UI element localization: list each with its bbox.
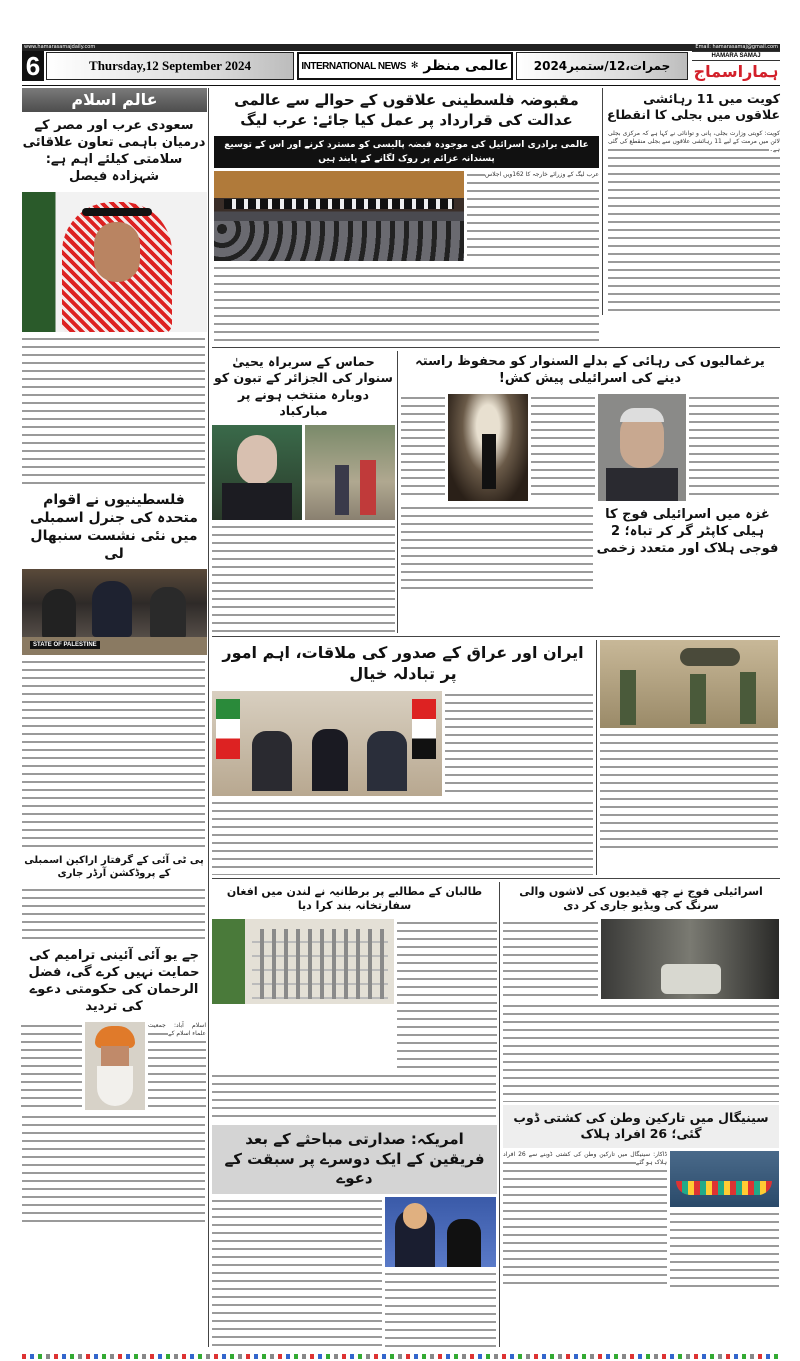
person [150,587,186,639]
english-date: Thursday,12 September 2024 [89,58,251,73]
masthead [692,51,780,83]
video-photo-row [503,919,779,999]
english-date-box [46,52,294,80]
lead-photo-row [214,171,599,261]
row-hamas [212,351,780,633]
person [335,465,349,515]
audience [214,221,464,261]
nameplate: STATE OF PALESTINE [30,641,100,649]
headline-arab-league[interactable]: مقبوضہ فلسطینی علاقوں کے حوالے سے عالمی عدالت کی قرارداد پر عمل کیا جائے: عرب لیگ [234,91,579,129]
senegal-row [503,1151,779,1289]
banner-title: عالم اسلام [71,90,158,109]
senegal-headline-box [503,1105,779,1148]
article-body [212,1072,496,1122]
soldiers-story [600,640,778,851]
person [252,731,292,791]
photo-prince-faisal [22,192,207,332]
hair [620,408,664,422]
kuwait-body [608,130,780,315]
article-body [503,919,598,999]
article-body [531,394,595,501]
photo-sinwar [598,394,686,501]
headline-kuwait[interactable]: کویت میں 11 رہائشی علاقوں میں بجلی کا انقطاع [606,91,780,123]
page-number-text: 6 [25,50,41,81]
senegal-body [503,1151,667,1289]
headline-saudi-egypt[interactable]: سعودی عرب اور مصر کے درمیان باہمی تعاون علاقائی سلامتی کیلئے اہم ہے: شہزادہ فیصل [22,118,206,184]
soldier [690,674,706,724]
section-title-box [297,52,513,80]
agal [82,208,152,216]
senegal-photo-col [670,1151,779,1288]
article-body [22,658,205,848]
masthead-logo: ہماراسماج [693,62,779,81]
face [237,435,277,485]
subheadline-bar [214,136,599,168]
iran-iraq-story [212,640,597,875]
website-url[interactable]: www.hamarasamajdaily.com [24,44,96,50]
person [42,589,76,639]
headline-algeria[interactable] [212,354,395,419]
iran-iraq-photo-row [212,691,594,796]
urdu-date-box [516,52,688,80]
section-rule [212,878,780,879]
headline-palestinians-un[interactable]: فلسطینیوں نے اقوام متحدہ کی جنرل اسمبلی میں نئی نشست سنبھال لی [30,491,198,563]
photo-icj [214,171,464,261]
taliban-debate-column [212,882,500,1347]
photo-tunnel [448,394,528,501]
beard [97,1066,133,1106]
iraq-flag [412,699,436,759]
headline-tunnel-video[interactable]: اسرائیلی فوج نے چھ قیدیوں کی لاشوں والی سرنگ کی ویڈیو جاری کر دی [519,884,763,912]
article-body [401,504,593,594]
article-body [214,264,599,344]
headline-iran-iraq[interactable]: ایران اور عراق کے صدور کی ملاقات، اہم امور پر تبادلہ خیال [222,643,584,683]
header-top-strip [22,44,780,51]
article-body [22,335,205,485]
row-bottom [212,882,780,1347]
sinwar-photo-row [401,394,779,501]
windows [252,929,388,999]
page-number [22,51,44,81]
article-body [212,523,395,633]
person [92,581,132,637]
soldier [740,672,756,724]
photo-afghan-embassy [212,919,394,1004]
headline-gaza-helicopter[interactable]: غزہ میں اسرائیلی فوج کا ہیلی کاپٹر گر کر تباہ؛ 2 فوجی ہلاک اور متعدد زخمی [596,506,779,556]
suit [222,483,292,520]
article-body [22,886,205,942]
headline-us-debate[interactable]: امریکہ: صدارتی مباحثے کے بعد فریقین کے ایک دوسرے پر سبقت کے دعوے [224,1130,485,1188]
us-debate-photo-col [385,1197,496,1347]
face [94,222,140,282]
headline-senegal[interactable]: سینیگال میں تارکین وطن کی کشتی ڈوب گئی؛ 26 افراد ہلاک [513,1110,769,1142]
face [403,1203,427,1229]
article-body [21,1022,82,1110]
row-iran-iraq [212,640,780,875]
star-icon: ✻ [410,61,419,71]
judges-bench [224,199,454,209]
headline-sinwar-offer[interactable]: یرغمالیوں کی رہائی کے بدلے السنوار کو محفوظ راستہ دینے کی اسرائیلی پیش کش! [415,354,765,386]
article-body [212,1197,382,1347]
photo-soldiers [600,640,778,728]
urdu-date: جمرات،12/ستمبر2024 [533,59,671,73]
sinwar-bottom-row [401,504,779,594]
page-content [22,88,780,1361]
helicopter [680,648,740,666]
article-lead: اسلام آباد: جمعیت علماء اسلام کے [148,1021,206,1037]
article-body [689,394,779,501]
person [312,729,348,791]
photo-tebboune [212,425,302,520]
boat [676,1181,772,1195]
article-lead: عرب لیگ کے وزرائے خارجہ کا 162ویں اجلاس [484,171,599,178]
algeria-story [212,351,398,633]
person [482,434,496,489]
photo-tunnel-video [601,919,779,999]
row-lead [212,88,780,344]
person [367,731,407,791]
person [447,1219,481,1267]
article-body [397,919,497,1069]
article-body [22,1113,205,1223]
masthead-en: HAMARA SAMAJ [692,51,780,61]
article-body [212,799,593,875]
us-debate-row [212,1197,497,1347]
alam-e-islam-banner [22,88,207,112]
article-body [503,1002,779,1102]
kuwait-story [602,88,780,315]
debris [661,964,721,994]
article-body [385,1270,496,1347]
turban [95,1026,135,1048]
article-body [600,731,778,851]
email[interactable]: Email: hamarasamaj@gmail.com [695,44,778,50]
algeria-photos [212,425,395,520]
senegal-lead: ڈاکار: سینیگال میں تارکین وطن کی کشتی ڈوبنے سے 26 افراد ہلاک ہو گئے [503,1150,668,1166]
main-area [212,88,780,1347]
photo-iran-iraq-presidents [212,691,442,796]
headline-jui[interactable]: جے یو آئی آئینی ترامیم کی حمایت نہیں کرے گی، فضل الرحمان کی حکومتی دعوے کی تردید [28,948,200,1014]
article-body [401,394,445,501]
section-rule [212,636,780,637]
photo-trump-harris [385,1197,496,1267]
section-rule [212,347,780,348]
section-title-en: INTERNATIONAL NEWS [301,60,406,72]
us-debate-headline-box [212,1125,497,1194]
soldier [620,670,636,725]
headline-pti[interactable]: پی ٹی آئی کے گرفتار اراکین اسمبلی کے پروڈکشن آرڈر جاری [24,855,204,880]
photo-un-assembly [22,569,207,655]
headline-taliban[interactable]: طالبان کے مطالبے پر برطانیہ نے لندن میں افغان سفارتخانہ بند کرا دیا [226,884,483,912]
left-column [22,88,209,1347]
headline-text: حماس کے سربراہ یحییٰ سنوار کی الجزائر کے تبون کو دوبارہ منتخب ہونے پر مبارکباد [214,354,393,418]
photo-fazlur-rehman [85,1022,145,1110]
iran-flag [216,699,240,759]
arab-league-story [214,88,599,344]
subheadline: عالمی برادری اسرائیل کی موجودہ قبضہ پالیسی کو مسترد کرنے اور اس کے توسیع پسندانہ عزائم پر روک لگانے کے پابند ہیں [224,140,589,164]
footer-color-strip [22,1354,780,1359]
photo-boat [670,1151,779,1207]
article-body [467,171,599,261]
article-body [148,1022,206,1110]
article-body [445,691,593,796]
person [360,460,376,515]
video-senegal-column [503,882,779,1289]
section-title-ur: عالمی منظر [423,58,509,74]
sinwar-story [401,351,779,594]
jui-row [22,1022,206,1110]
photo-street [305,425,395,520]
article-body [670,1210,779,1288]
header-bottom-rule [22,85,780,86]
shirt [606,468,678,501]
taliban-photo-row [212,919,497,1069]
kuwait-lead: کویت: کویتی وزارت بجلی، پانی و توانائی نے کہا ہے کہ مرکزی بجلی لائن میں مرمت کے لیے 11 رہائشی علاقوں سے بجلی منقطع کی گئی ہے۔ [608,129,780,153]
